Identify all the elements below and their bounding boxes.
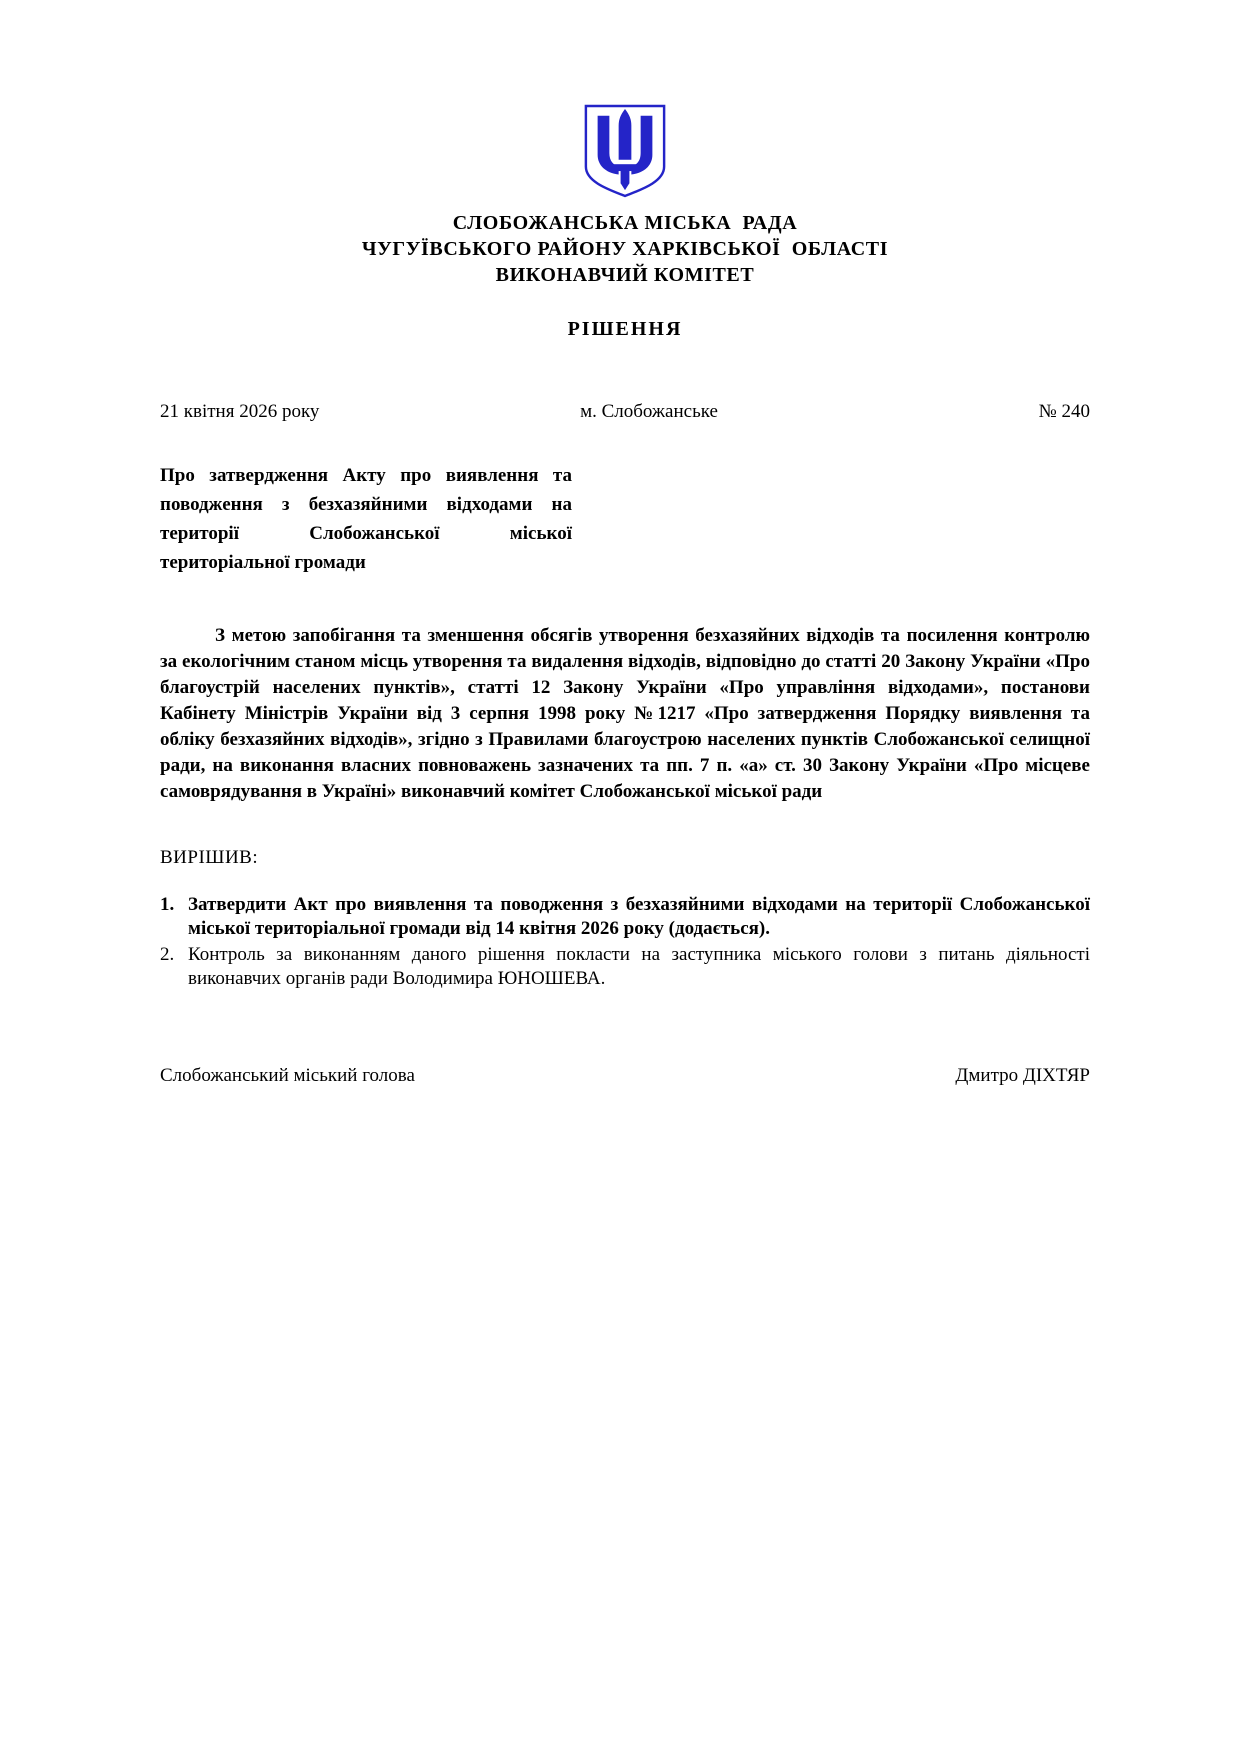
signer-position: Слобожанський міський голова — [160, 1065, 415, 1086]
district-region-line: ЧУГУЇВСЬКОГО РАЙОНУ ХАРКІВСЬКОЇ ОБЛАСТІ — [361, 238, 889, 260]
council-name-line: СЛОБОЖАНСЬКА МІСЬКА РАДА — [452, 212, 798, 234]
decision-items-list — [160, 893, 1090, 991]
decision-item-1 — [160, 893, 1090, 941]
item-2-text: Контроль за виконанням даного рішення покласти на заступника міського голови з питань діяльності виконавчих органів ради Володимира ЮНОШЕВА. — [188, 944, 1090, 989]
item-2-number: 2. — [160, 944, 175, 965]
item-1-text: Затвердити Акт про виявлення та поводження з безхазяйними відходами на території Слобожанської міської територіальної громади від 14 квітня 2026 року (додається). — [188, 894, 1090, 939]
item-1-number: 1. — [160, 894, 175, 915]
preamble-paragraph: З метою запобігання та зменшення обсягів утворення безхазяйних відходів та посилення контролю за екологічним станом місць утворення та видалення відходів, відповідно до статті 20 Закону України «Про благоустрій населених пунктів», статті 12 Закону України «Про управління відходами», постанови Кабінету Міністрів України від 3 серпня 1998 року №1217 «Про затвердження Порядку виявлення та обліку безхазяйних відходів», згідно з Правилами благоустрою населених пунктів Слобожанської селищної ради, на виконання власних повноважень зазначених та пп. 7 п. «а» ст. 30 Закону України «Про місцеве самоврядування в Україні» виконавчий комітет Слобожанської міської ради — [160, 625, 1090, 802]
ukraine-trident-icon — [581, 103, 669, 199]
executive-committee-line: ВИКОНАВЧИЙ КОМІТЕТ — [495, 264, 755, 286]
document-number: № 240 — [1038, 401, 1090, 422]
decision-subject: Про затвердження Акту про виявлення та поводження з безхазяйними відходами на території Слобожанської міської територіальної громади — [160, 465, 572, 573]
document-header — [160, 103, 1090, 341]
document-place: м. Слобожанське — [580, 401, 718, 422]
document-type-title: РІШЕННЯ — [567, 318, 683, 340]
decision-item-2 — [160, 943, 1090, 991]
signature-row — [160, 1065, 1090, 1087]
signer-name: Дмитро ДІХТЯР — [955, 1065, 1090, 1086]
document-date: 21 квітня 2026 року — [160, 401, 320, 422]
resolved-label: ВИРІШИВ: — [160, 847, 259, 868]
document-meta-row — [160, 401, 1090, 423]
